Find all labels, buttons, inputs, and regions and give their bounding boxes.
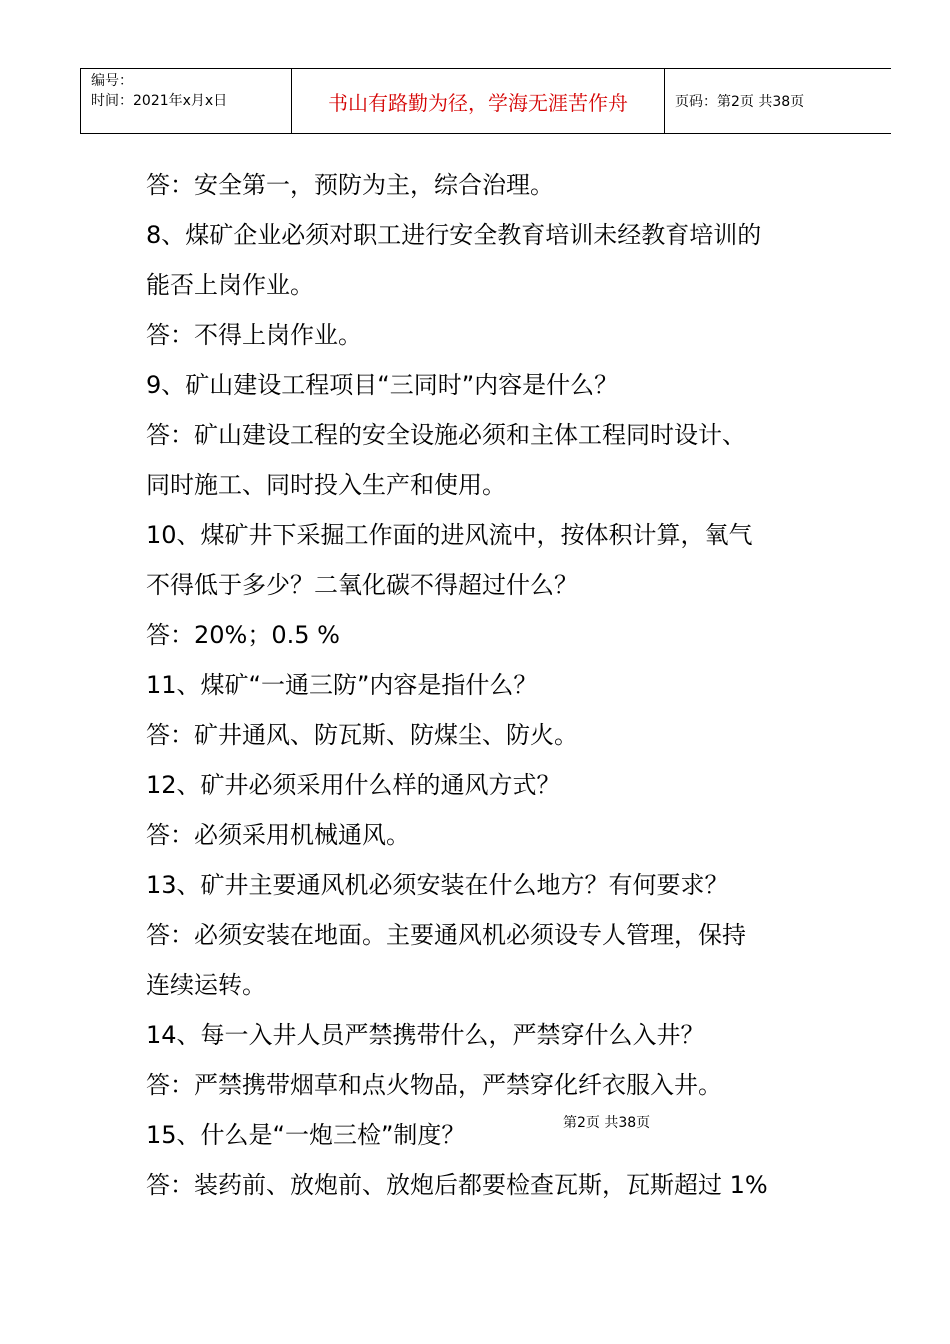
text-line: 答：必须安装在地面。主要通风机必须设专人管理，保持 bbox=[146, 921, 746, 949]
text-line: 9、矿山建设工程项目“三同时”内容是什么？ bbox=[146, 371, 619, 399]
text-line: 12、矿井必须采用什么样的通风方式？ bbox=[146, 771, 561, 799]
text-line: 答：矿山建设工程的安全设施必须和主体工程同时设计、 bbox=[146, 421, 746, 449]
text-line: 连续运转。 bbox=[146, 971, 266, 999]
text-line: 不得低于多少？二氧化碳不得超过什么？ bbox=[146, 571, 578, 599]
text-line: 8、煤矿企业必须对职工进行安全教育培训未经教育培训的 bbox=[146, 221, 762, 249]
text-line: 10、煤矿井下采掘工作面的进风流中，按体积计算，氧气 bbox=[146, 521, 753, 549]
document-body bbox=[146, 160, 826, 1210]
header-page-number: 页码：第2页 共38页 bbox=[665, 69, 892, 134]
serial-number-label: 编号： bbox=[91, 73, 133, 89]
text-line: 15、什么是“一炮三检”制度？ bbox=[146, 1121, 466, 1149]
text-line: 答：20%；0.5 % bbox=[146, 621, 340, 649]
footer-page-number: 第2页 共38页 bbox=[563, 1115, 651, 1131]
header-info-cell bbox=[81, 69, 292, 134]
text-line: 14、每一入井人员严禁携带什么，严禁穿什么入井？ bbox=[146, 1021, 705, 1049]
text-line: 答：装药前、放炮前、放炮后都要检查瓦斯，瓦斯超过 1% bbox=[146, 1171, 768, 1199]
text-line: 同时施工、同时投入生产和使用。 bbox=[146, 471, 506, 499]
header-motto: 书山有路勤为径，学海无涯苦作舟 bbox=[292, 69, 665, 134]
text-line: 答：必须采用机械通风。 bbox=[146, 821, 410, 849]
page-header bbox=[80, 68, 891, 134]
text-line: 答：严禁携带烟草和点火物品，严禁穿化纤衣服入井。 bbox=[146, 1071, 722, 1099]
text-line: 答：安全第一，预防为主，综合治理。 bbox=[146, 171, 554, 199]
text-line: 能否上岗作业。 bbox=[146, 271, 314, 299]
text-line: 13、矿井主要通风机必须安装在什么地方？有何要求？ bbox=[146, 871, 729, 899]
date-label: 时间：2021年x月x日 bbox=[91, 93, 228, 109]
text-line: 11、煤矿“一通三防”内容是指什么？ bbox=[146, 671, 538, 699]
text-line: 答：不得上岗作业。 bbox=[146, 321, 362, 349]
text-line: 答：矿井通风、防瓦斯、防煤尘、防火。 bbox=[146, 721, 578, 749]
